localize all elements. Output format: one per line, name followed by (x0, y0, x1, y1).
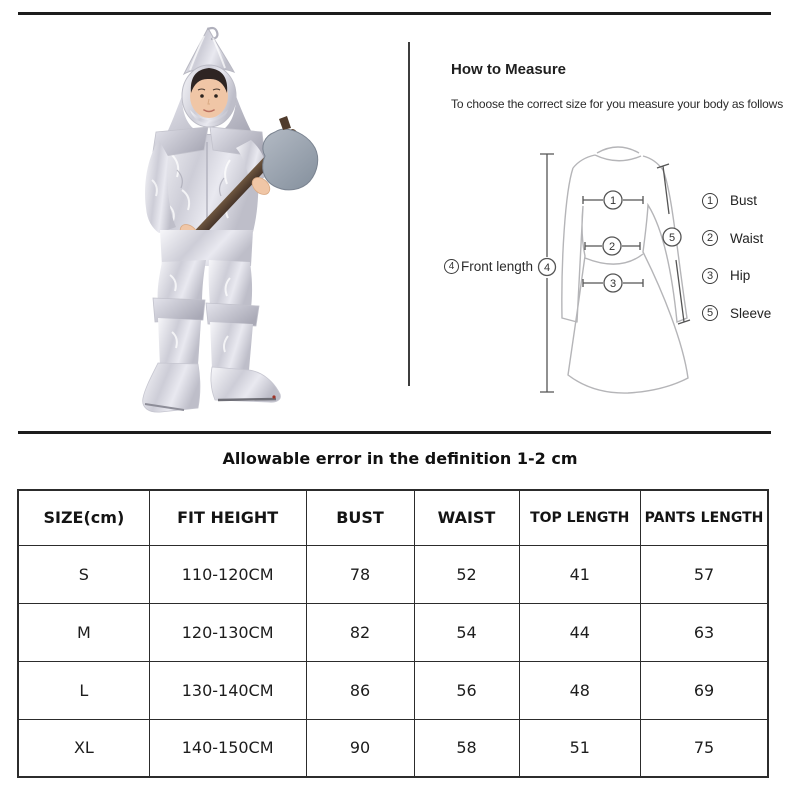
table-cell: 78 (306, 545, 414, 603)
diagram-num-front: 4 (543, 262, 551, 274)
table-cell: 130-140CM (149, 661, 306, 719)
front-length-text: Front length (461, 259, 534, 274)
header-cell-top-length: TOP LENGTH (519, 490, 641, 545)
circled-2-icon: 2 (702, 230, 718, 246)
diagram-num-hip: 3 (609, 278, 617, 290)
section-divider-line (18, 431, 771, 434)
table-row-m (18, 603, 768, 661)
diagram-num-sleeve: 5 (668, 232, 676, 244)
table-cell: 82 (306, 603, 414, 661)
table-cell: 48 (519, 661, 641, 719)
product-photo (112, 20, 344, 424)
table-row-s (18, 545, 768, 603)
table-cell: 51 (519, 719, 641, 777)
circled-1-icon: 1 (702, 193, 718, 209)
how-to-measure-subtext: To choose the correct size for you measure your body as follows (451, 97, 784, 111)
table-cell: 120-130CM (149, 603, 306, 661)
diagram-point-circles (539, 191, 682, 292)
how-to-measure-heading: How to Measure (451, 61, 567, 78)
vertical-divider-line (408, 42, 410, 386)
diagram-num-waist: 2 (608, 241, 616, 253)
table-cell: S (18, 545, 149, 603)
table-cell: 44 (519, 603, 641, 661)
table-cell: 41 (519, 545, 641, 603)
table-cell: 69 (641, 661, 769, 719)
table-cell: 63 (641, 603, 769, 661)
legend-item-hip (702, 257, 771, 295)
table-cell: 140-150CM (149, 719, 306, 777)
circled-5-icon: 5 (702, 305, 718, 321)
legend-label: Bust (730, 193, 758, 209)
table-cell: L (18, 661, 149, 719)
header-cell-pants-length: PANTS LENGTH (641, 490, 769, 545)
dress-outline (562, 147, 688, 393)
table-row-xl (18, 719, 768, 777)
legend-item-sleeve (702, 295, 771, 333)
boot-covers (143, 363, 281, 412)
size-chart-title: Allowable error in the definition 1-2 cm (222, 449, 578, 468)
header-cell-waist: WAIST (414, 490, 519, 545)
front-length-label (444, 259, 533, 274)
size-table (17, 489, 769, 778)
legend-label: Hip (730, 268, 751, 284)
measurement-legend (702, 182, 771, 332)
table-cell: 86 (306, 661, 414, 719)
circled-4-icon: 4 (444, 259, 459, 274)
child-face (190, 68, 228, 124)
table-cell: 110-120CM (149, 545, 306, 603)
diagram-num-bust: 1 (609, 195, 617, 207)
legend-item-bust (702, 182, 771, 220)
table-cell: M (18, 603, 149, 661)
header-cell-size: SIZE(cm) (18, 490, 149, 545)
table-cell: 58 (414, 719, 519, 777)
header-cell-bust: BUST (306, 490, 414, 545)
header-cell-fit-height: FIT HEIGHT (149, 490, 306, 545)
table-cell: 90 (306, 719, 414, 777)
circled-3-icon: 3 (702, 268, 718, 284)
legend-label: Sleeve (730, 305, 772, 321)
table-header-row (18, 490, 768, 545)
table-cell: XL (18, 719, 149, 777)
legend-item-waist (702, 220, 771, 258)
legend-label: Waist (730, 230, 764, 246)
table-row-l (18, 661, 768, 719)
table-cell: 57 (641, 545, 769, 603)
table-cell: 56 (414, 661, 519, 719)
top-divider-line (18, 12, 771, 15)
table-cell: 52 (414, 545, 519, 603)
table-cell: 75 (641, 719, 769, 777)
costume-pants (153, 230, 259, 370)
table-cell: 54 (414, 603, 519, 661)
